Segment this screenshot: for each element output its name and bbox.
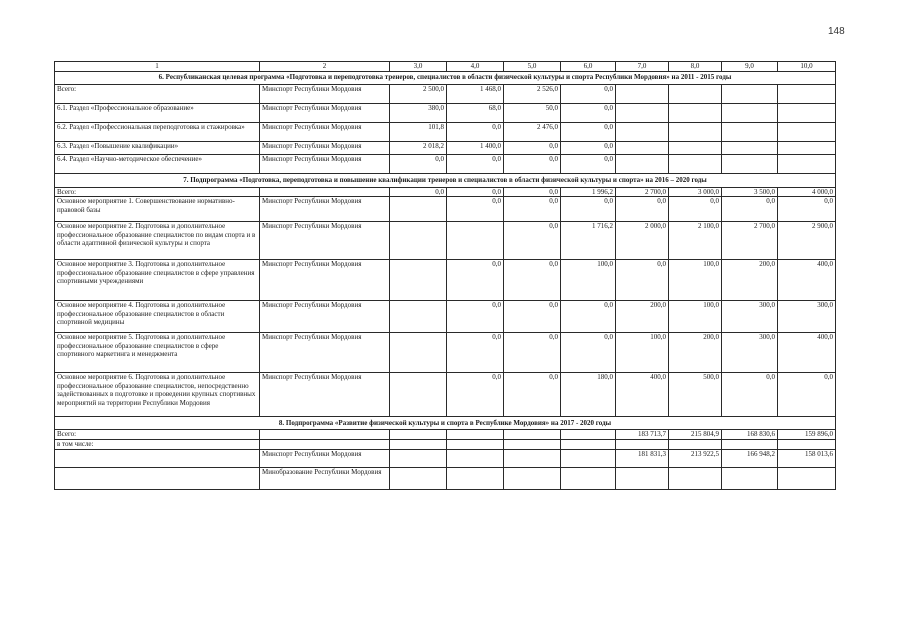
value-cell: 100,0 xyxy=(669,301,722,333)
row-name: Основное мероприятие 6. Подготовка и дополнительное профессиональное образование специалистов, непосредственно задействованных в подготовке и проведении крупных спортивных мероприятий на территории Республики Мордовия xyxy=(55,373,260,417)
row-name: Основное мероприятие 5. Подготовка и дополнительное профессиональное образование специалистов в сфере спортивного маркетинга и менеджмента xyxy=(55,333,260,373)
row-name: 6.1. Раздел «Профессиональное образование» xyxy=(55,103,260,122)
value-cell: 100,0 xyxy=(616,333,669,373)
value-cell: 0,0 xyxy=(561,333,616,373)
row-name: 6.2. Раздел «Профессиональная переподготовка и стажировка» xyxy=(55,122,260,141)
row-name: Всего: xyxy=(55,84,260,103)
value-cell: 0,0 xyxy=(504,333,561,373)
row-executor xyxy=(260,439,390,449)
row-executor: Минспорт Республики Мордовия xyxy=(260,197,390,222)
section-header xyxy=(55,173,836,187)
value-cell: 181 831,3 xyxy=(616,449,669,467)
value-cell xyxy=(616,467,669,489)
value-cell xyxy=(616,103,669,122)
value-cell: 3 000,0 xyxy=(669,187,722,197)
row-name: Всего: xyxy=(55,430,260,440)
value-cell: 0,0 xyxy=(447,122,504,141)
value-cell: 2 900,0 xyxy=(778,222,836,260)
table-row xyxy=(55,333,836,373)
value-cell: 0,0 xyxy=(504,222,561,260)
table-row xyxy=(55,430,836,440)
row-executor: Минспорт Республики Мордовия xyxy=(260,84,390,103)
row-name: Основное мероприятие 2. Подготовка и дополнительное профессиональное образование специалистов по видам спорта и в области адаптивной физической культуры и спорта xyxy=(55,222,260,260)
table-row xyxy=(55,122,836,141)
section-title: 8. Подпрограмма «Развитие физической культуры и спорта в Республике Мордовия» на 2017 - 2020 годы xyxy=(55,417,836,430)
value-cell xyxy=(616,439,669,449)
value-cell: 180,0 xyxy=(561,373,616,417)
value-cell xyxy=(778,467,836,489)
value-cell: 0,0 xyxy=(447,154,504,173)
value-cell xyxy=(447,449,504,467)
value-cell xyxy=(722,141,778,154)
value-cell: 300,0 xyxy=(778,301,836,333)
value-cell xyxy=(390,260,447,301)
value-cell: 2 018,2 xyxy=(390,141,447,154)
value-cell: 0,0 xyxy=(504,141,561,154)
table-row xyxy=(55,84,836,103)
section-title: 6. Республиканская целевая программа «Подготовка и переподготовка тренеров, специалистов в области физической культуры и спорта Республики Мордовия» на 2011 - 2015 годы xyxy=(55,71,836,84)
value-cell xyxy=(778,154,836,173)
table-row xyxy=(55,260,836,301)
section-header xyxy=(55,71,836,84)
value-cell: 0,0 xyxy=(390,154,447,173)
row-name xyxy=(55,467,260,489)
column-number: 9,0 xyxy=(722,62,778,72)
value-cell: 159 896,0 xyxy=(778,430,836,440)
row-executor: Минспорт Республики Мордовия xyxy=(260,373,390,417)
value-cell: 0,0 xyxy=(447,187,504,197)
value-cell xyxy=(778,103,836,122)
page-number: 148 xyxy=(828,26,845,37)
value-cell xyxy=(390,301,447,333)
value-cell xyxy=(669,141,722,154)
row-name: Всего: xyxy=(55,187,260,197)
value-cell: 380,0 xyxy=(390,103,447,122)
value-cell: 0,0 xyxy=(561,154,616,173)
value-cell: 0,0 xyxy=(616,197,669,222)
value-cell: 0,0 xyxy=(561,84,616,103)
value-cell: 4 000,0 xyxy=(778,187,836,197)
column-number: 10,0 xyxy=(778,62,836,72)
value-cell xyxy=(722,122,778,141)
value-cell: 0,0 xyxy=(504,197,561,222)
table-row xyxy=(55,141,836,154)
row-executor: Минспорт Республики Мордовия xyxy=(260,141,390,154)
column-number: 1 xyxy=(55,62,260,72)
value-cell xyxy=(616,141,669,154)
column-number: 4,0 xyxy=(447,62,504,72)
row-executor: Минспорт Республики Мордовия xyxy=(260,122,390,141)
value-cell: 2 700,0 xyxy=(722,222,778,260)
value-cell xyxy=(561,439,616,449)
value-cell: 2 500,0 xyxy=(390,84,447,103)
row-name: 6.3. Раздел «Повышение квалификации» xyxy=(55,141,260,154)
column-number: 5,0 xyxy=(504,62,561,72)
value-cell: 183 713,7 xyxy=(616,430,669,440)
value-cell: 0,0 xyxy=(504,154,561,173)
value-cell: 0,0 xyxy=(504,301,561,333)
value-cell xyxy=(722,154,778,173)
value-cell xyxy=(390,373,447,417)
value-cell: 0,0 xyxy=(778,373,836,417)
value-cell xyxy=(504,449,561,467)
value-cell: 68,0 xyxy=(447,103,504,122)
value-cell: 0,0 xyxy=(390,187,447,197)
value-cell: 168 830,6 xyxy=(722,430,778,440)
value-cell: 0,0 xyxy=(561,103,616,122)
value-cell xyxy=(390,467,447,489)
table-row xyxy=(55,197,836,222)
value-cell: 0,0 xyxy=(447,373,504,417)
value-cell: 400,0 xyxy=(778,333,836,373)
value-cell xyxy=(722,467,778,489)
value-cell: 100,0 xyxy=(669,260,722,301)
budget-table xyxy=(54,61,836,490)
value-cell: 1 716,2 xyxy=(561,222,616,260)
value-cell: 213 922,5 xyxy=(669,449,722,467)
value-cell: 2 000,0 xyxy=(616,222,669,260)
value-cell: 0,0 xyxy=(561,197,616,222)
row-executor: Минспорт Республики Мордовия xyxy=(260,222,390,260)
value-cell: 2 526,0 xyxy=(504,84,561,103)
value-cell xyxy=(561,449,616,467)
value-cell xyxy=(669,84,722,103)
value-cell: 0,0 xyxy=(447,333,504,373)
value-cell: 0,0 xyxy=(447,301,504,333)
table-row xyxy=(55,154,836,173)
table-row xyxy=(55,373,836,417)
value-cell xyxy=(504,439,561,449)
value-cell xyxy=(669,439,722,449)
value-cell: 0,0 xyxy=(504,187,561,197)
value-cell: 3 500,0 xyxy=(722,187,778,197)
column-number: 6,0 xyxy=(561,62,616,72)
value-cell: 0,0 xyxy=(561,301,616,333)
column-number-row xyxy=(55,62,836,72)
value-cell xyxy=(447,467,504,489)
value-cell: 200,0 xyxy=(669,333,722,373)
value-cell: 1 468,0 xyxy=(447,84,504,103)
value-cell: 300,0 xyxy=(722,301,778,333)
column-number: 2 xyxy=(260,62,390,72)
table-row xyxy=(55,301,836,333)
column-number: 3,0 xyxy=(390,62,447,72)
row-name: 6.4. Раздел «Научно-методическое обеспечение» xyxy=(55,154,260,173)
value-cell xyxy=(447,222,504,260)
value-cell: 400,0 xyxy=(778,260,836,301)
value-cell: 0,0 xyxy=(504,260,561,301)
value-cell: 166 948,2 xyxy=(722,449,778,467)
value-cell xyxy=(561,430,616,440)
row-name: Основное мероприятие 3. Подготовка и дополнительное профессиональное образование специалистов в сфере управления спортивными учреждениями xyxy=(55,260,260,301)
value-cell xyxy=(390,197,447,222)
table-row xyxy=(55,467,836,489)
table-row xyxy=(55,449,836,467)
table-row xyxy=(55,187,836,197)
value-cell: 158 013,6 xyxy=(778,449,836,467)
column-number: 7,0 xyxy=(616,62,669,72)
value-cell: 500,0 xyxy=(669,373,722,417)
value-cell xyxy=(390,333,447,373)
value-cell xyxy=(669,122,722,141)
section-header xyxy=(55,417,836,430)
value-cell: 2 476,0 xyxy=(504,122,561,141)
row-executor: Минспорт Республики Мордовия xyxy=(260,333,390,373)
value-cell: 215 804,9 xyxy=(669,430,722,440)
value-cell xyxy=(722,439,778,449)
value-cell xyxy=(616,122,669,141)
row-executor: Минспорт Республики Мордовия xyxy=(260,154,390,173)
value-cell: 50,0 xyxy=(504,103,561,122)
value-cell xyxy=(390,222,447,260)
row-name: Основное мероприятие 4. Подготовка и дополнительное профессиональное образование специалистов в области спортивной медицины xyxy=(55,301,260,333)
value-cell: 0,0 xyxy=(722,373,778,417)
value-cell xyxy=(504,467,561,489)
value-cell xyxy=(390,449,447,467)
value-cell: 0,0 xyxy=(669,197,722,222)
value-cell xyxy=(504,430,561,440)
table-row xyxy=(55,439,836,449)
value-cell: 1 996,2 xyxy=(561,187,616,197)
value-cell: 0,0 xyxy=(561,122,616,141)
row-executor: Минспорт Республики Мордовия xyxy=(260,301,390,333)
value-cell xyxy=(669,103,722,122)
value-cell xyxy=(447,439,504,449)
table-row xyxy=(55,103,836,122)
value-cell xyxy=(447,430,504,440)
row-executor: Минспорт Республики Мордовия xyxy=(260,103,390,122)
value-cell xyxy=(669,154,722,173)
value-cell xyxy=(616,84,669,103)
value-cell xyxy=(778,122,836,141)
value-cell xyxy=(722,103,778,122)
value-cell: 0,0 xyxy=(447,197,504,222)
row-executor: Минобразование Республики Мордовия xyxy=(260,467,390,489)
value-cell: 200,0 xyxy=(722,260,778,301)
value-cell: 0,0 xyxy=(447,260,504,301)
value-cell xyxy=(778,439,836,449)
value-cell xyxy=(561,467,616,489)
value-cell xyxy=(390,430,447,440)
section-title: 7. Подпрограмма «Подготовка, переподготовка и повышение квалификации тренеров и специалистов в области физической культуры и спорта» на 2016 – 2020 годы xyxy=(55,173,836,187)
value-cell xyxy=(778,141,836,154)
value-cell: 0,0 xyxy=(722,197,778,222)
value-cell xyxy=(616,154,669,173)
value-cell: 300,0 xyxy=(722,333,778,373)
value-cell: 0,0 xyxy=(616,260,669,301)
value-cell xyxy=(722,84,778,103)
row-name xyxy=(55,449,260,467)
row-name: Основное мероприятие 1. Совершенствование нормативно-правовой базы xyxy=(55,197,260,222)
row-executor xyxy=(260,430,390,440)
row-executor: Минспорт Республики Мордовия xyxy=(260,449,390,467)
value-cell: 400,0 xyxy=(616,373,669,417)
value-cell: 0,0 xyxy=(778,197,836,222)
value-cell xyxy=(778,84,836,103)
value-cell: 101,8 xyxy=(390,122,447,141)
row-executor xyxy=(260,187,390,197)
table-row xyxy=(55,222,836,260)
row-executor: Минспорт Республики Мордовия xyxy=(260,260,390,301)
value-cell: 200,0 xyxy=(616,301,669,333)
column-number: 8,0 xyxy=(669,62,722,72)
value-cell: 2 100,0 xyxy=(669,222,722,260)
value-cell: 2 700,0 xyxy=(616,187,669,197)
value-cell: 0,0 xyxy=(504,373,561,417)
value-cell xyxy=(390,439,447,449)
value-cell: 100,0 xyxy=(561,260,616,301)
row-name: в том числе: xyxy=(55,439,260,449)
value-cell: 0,0 xyxy=(561,141,616,154)
value-cell: 1 400,0 xyxy=(447,141,504,154)
value-cell xyxy=(669,467,722,489)
